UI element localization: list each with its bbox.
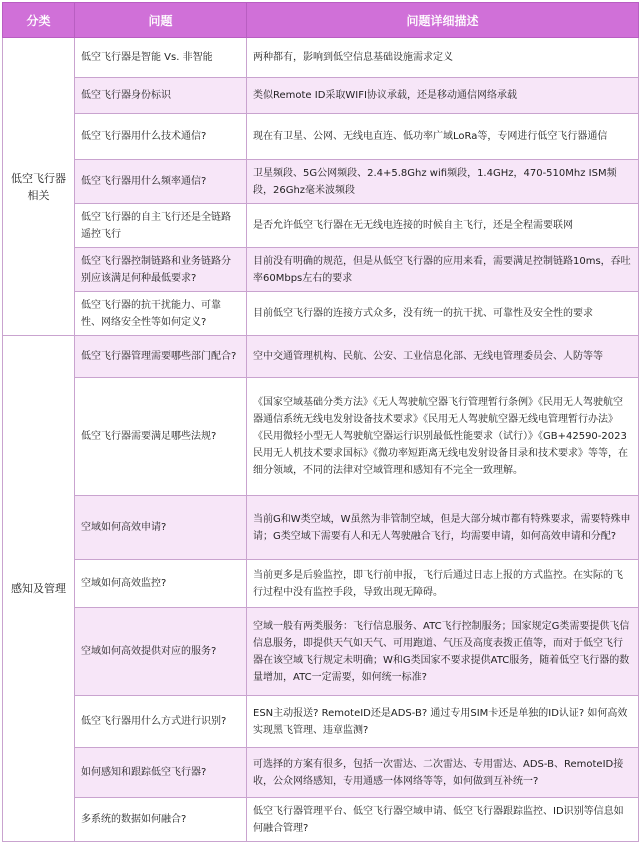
table-row (3, 78, 639, 114)
table-row (3, 496, 639, 560)
description-cell: 《国家空域基础分类方法》《无人驾驶航空器飞行管理暂行条例》《民用无人驾驶航空器通信系统无线电发射设备技术要求》《民用无人驾驶航空器无线电管理暂行办法》《民用微轻小型无人驾驶航空器运行识别最低性能要求（试行）》《GB+42590-2023民用无人机技术要求国标》《微功率短距离无线电发射设备目录和技术要求》等等，在细分领域，不同的法律对空域管理和感知有不完全一致理解。 (247, 378, 639, 496)
question-cell: 低空飞行器用什么技术通信? (75, 114, 247, 160)
table-row (3, 608, 639, 696)
table-row (3, 114, 639, 160)
table-row (3, 160, 639, 204)
question-cell: 低空飞行器的抗干扰能力、可靠性、网络安全性等如何定义? (75, 292, 247, 336)
question-cell: 低空飞行器管理需要哪些部门配合? (75, 336, 247, 378)
table-row (3, 748, 639, 798)
question-cell: 多系统的数据如何融合? (75, 798, 247, 842)
question-cell: 低空飞行器的自主飞行还是全链路遥控飞行 (75, 204, 247, 248)
description-cell: 两种都有，影响到低空信息基础设施需求定义 (247, 38, 639, 78)
table-row (3, 38, 639, 78)
header-question: 问题 (75, 3, 247, 38)
description-cell: ESN主动报送? RemoteID还是ADS-B? 通过专用SIM卡还是单独的ID认证? 如何高效实现黑飞管理、违章监测? (247, 696, 639, 748)
question-cell: 低空飞行器用什么方式进行识别? (75, 696, 247, 748)
description-cell: 当前更多是后验监控，即飞行前申报，飞行后通过日志上报的方式监控。在实际的飞行过程中没有监控手段，导致出现无障碍。 (247, 560, 639, 608)
question-cell: 低空飞行器需要满足哪些法规? (75, 378, 247, 496)
description-cell: 是否允许低空飞行器在无无线电连接的时候自主飞行，还是全程需要联网 (247, 204, 639, 248)
question-cell: 空域如何高效申请? (75, 496, 247, 560)
table-row (3, 248, 639, 292)
table-row (3, 696, 639, 748)
description-cell: 空中交通管理机构、民航、公安、工业信息化部、无线电管理委员会、人防等等 (247, 336, 639, 378)
question-cell: 低空飞行器是智能 Vs. 非智能 (75, 38, 247, 78)
question-cell: 低空飞行器用什么频率通信? (75, 160, 247, 204)
table-row (3, 798, 639, 842)
table-row (3, 292, 639, 336)
issues-table (2, 2, 639, 842)
table-row (3, 204, 639, 248)
description-cell: 可选择的方案有很多，包括一次雷达、二次雷达、专用雷达、ADS-B、RemoteID接收，公众网络感知，专用通感一体网络等等，如何做到互补统一? (247, 748, 639, 798)
table-row (3, 560, 639, 608)
description-cell: 当前G和W类空域，W虽然为非管制空域，但是大部分城市都有特殊要求，需要特殊申请；G类空域下需要有人和无人驾驶融合飞行，均需要申请，如何高效申请和分配? (247, 496, 639, 560)
header-row (3, 3, 639, 38)
description-cell: 卫星频段、5G公网频段、2.4+5.8Ghz wifi频段，1.4GHz，470-510Mhz ISM频段，26Ghz毫米波频段 (247, 160, 639, 204)
question-cell: 空域如何高效监控? (75, 560, 247, 608)
question-cell: 如何感知和跟踪低空飞行器? (75, 748, 247, 798)
question-cell: 空域如何高效提供对应的服务? (75, 608, 247, 696)
header-category: 分类 (3, 3, 75, 38)
category-cell: 低空飞行器相关 (3, 38, 75, 336)
category-cell: 感知及管理 (3, 336, 75, 842)
question-cell: 低空飞行器身份标识 (75, 78, 247, 114)
description-cell: 类似Remote ID采取WIFI协议承载，还是移动通信网络承载 (247, 78, 639, 114)
description-cell: 低空飞行器管理平台、低空飞行器空域申请、低空飞行器跟踪监控、ID识别等信息如何融合管理? (247, 798, 639, 842)
description-cell: 目前低空飞行器的连接方式众多，没有统一的抗干扰、可靠性及安全性的要求 (247, 292, 639, 336)
header-description: 问题详细描述 (247, 3, 639, 38)
table-row (3, 336, 639, 378)
table-row (3, 378, 639, 496)
question-cell: 低空飞行器控制链路和业务链路分别应该满足何种最低要求? (75, 248, 247, 292)
description-cell: 空域一般有两类服务：飞行信息服务、ATC飞行控制服务；国家规定G类需要提供飞信信息服务，即提供天气如天气、可用跑道、气压及高度表拨正值等，而对于低空飞行器在该空域飞行规定未明确；W和G类国家不要求提供ATC服务，随着低空飞行器的数量增加，ATC一定需要，如何统一标准? (247, 608, 639, 696)
description-cell: 目前没有明确的规范，但是从低空飞行器的应用来看，需要满足控制链路10ms，吞吐率60Mbps左右的要求 (247, 248, 639, 292)
description-cell: 现在有卫星、公网、无线电直连、低功率广域LoRa等，专网进行低空飞行器通信 (247, 114, 639, 160)
